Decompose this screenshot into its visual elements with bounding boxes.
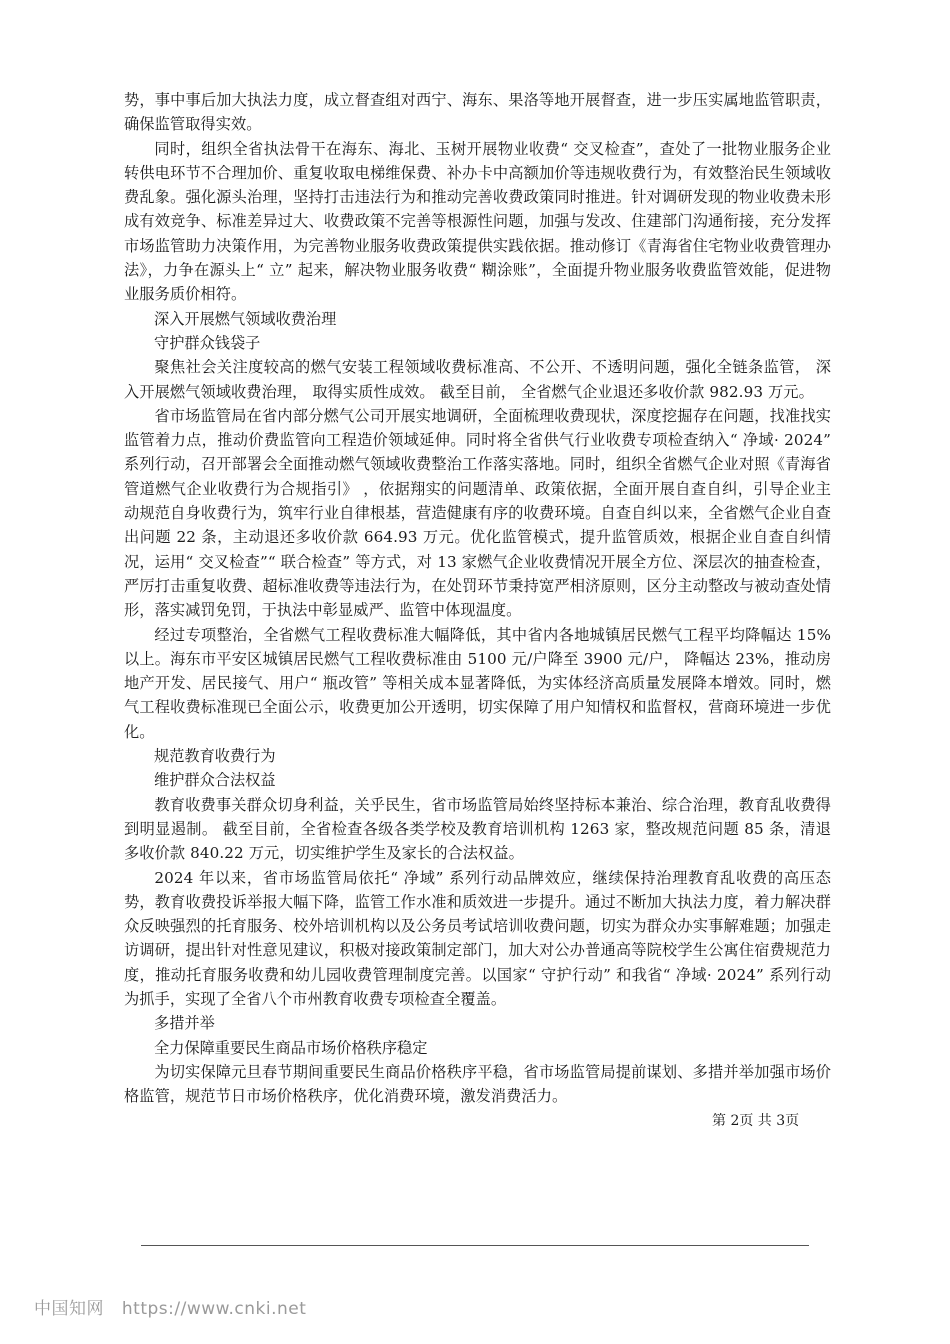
section-subheading: 维护群众合法权益	[154, 771, 276, 790]
section-heading: 多措并举	[154, 1014, 215, 1033]
footer-url[interactable]: https://www.cnki.net	[121, 1299, 307, 1319]
footer-divider	[141, 1245, 809, 1246]
paragraph: 势，事中事后加大执法力度，成立督查组对西宁、海东、果洛等地开展督查，进一步压实属地监管职责，确保监管取得实效。	[124, 91, 831, 134]
paragraph: 教育收费事关群众切身利益，关乎民生，省市场监管局始终坚持标本兼治、综合治理，教育乱收费得到明显遏制。 截至目前，全省检查各级各类学校及教育培训机构 1263 家，整改规范问题 85 条，清退多收价款 840.22 万元，切实维护学生及家长的合法权益。	[124, 795, 831, 863]
section-subheading: 守护群众钱袋子	[154, 333, 261, 352]
section-heading: 深入开展燃气领域收费治理	[154, 309, 337, 328]
paragraph: 为切实保障元旦春节期间重要民生商品价格秩序平稳，省市场监管局提前谋划、多措并举加强市场价格监管，规范节日市场价格秩序，优化消费环境，激发消费活力。	[124, 1062, 831, 1106]
footer-watermark	[34, 1294, 318, 1319]
paragraph: 经过专项整治，全省燃气工程收费标准大幅降低，其中省内各地城镇居民燃气工程平均降幅达 15%以上。海东市平安区城镇居民燃气工程收费标准由 5100 元/户降至 3900 元/户， 降幅达 23%，推动房地产开发、居民接气、用户“ 瓶改管” 等相关成本显著降低，为实体经济高质量发展降本增效。同时，燃气工程收费标准现已全面公示，收费更加公开透明，切实保障了用户知情权和监督权，营商环境进一步优化。	[124, 625, 831, 741]
section-heading: 规范教育收费行为	[154, 747, 276, 766]
paragraph: 2024 年以来，省市场监管局依托“ 净域” 系列行动品牌效应，继续保持治理教育乱收费的高压态势，教育收费投诉举报大幅下降，监管工作水准和质效进一步提升。通过不断加大执法力度，着力解决群众反映强烈的托育服务、校外培训机构以及公务员考试培训收费问题，切实为群众办实事解难题；加强走访调研，提出针对性意见建议，积极对接政策制定部门，加大对公办普通高等院校学生公寓住宿费规范力度，推动托育服务收费和幼儿园收费管理制度完善。以国家“ 守护行动” 和我省“ 净域· 2024” 系列行动为抓手，实现了全省八个市州教育收费专项检查全覆盖。	[124, 868, 831, 1008]
footer-brand: 中国知网	[34, 1299, 104, 1319]
document-body	[124, 88, 831, 1108]
paragraph: 聚焦社会关注度较高的燃气安装工程领域收费标准高、不公开、不透明问题，强化全链条监管， 深入开展燃气领域收费治理， 取得实质性成效。 截至目前， 全省燃气企业退还多收价款 982.93 万元。	[124, 358, 831, 401]
paragraph: 同时，组织全省执法骨干在海东、海北、玉树开展物业收费“ 交叉检查”，查处了一批物业服务企业转供电环节不合理加价、重复收取电梯维保费、补办卡中高额加价等违规收费行为，有效整治民生领域收费乱象。强化源头治理，坚持打击违法行为和推动完善收费政策同时推进。针对调研发现的物业收费未形成有效竞争、标准差异过大、收费政策不完善等根源性问题，加强与发改、住建部门沟通衔接，充分发挥市场监管助力决策作用，为完善物业服务收费政策提供实践依据。推动修订《青海省住宅物业收费管理办法》，力争在源头上“ 立” 起来，解决物业服务收费“ 糊涂账”，全面提升物业服务收费监管效能，促进物业服务质价相符。	[124, 139, 831, 304]
section-subheading: 全力保障重要民生商品市场价格秩序稳定	[154, 1038, 428, 1057]
paragraph: 省市场监管局在省内部分燃气公司开展实地调研，全面梳理收费现状，深度挖掘存在问题，找准找实监管着力点，推动价费监管向工程造价领域延伸。同时将全省供气行业收费专项检查纳入“ 净域· 2024” 系列行动，召开部署会全面推动燃气领域收费整治工作落实落地。同时，组织全省燃气企业对照《青海省管道燃气企业收费行为合规指引》 ，依据翔实的问题清单、政策依据，全面开展自查自纠，引导企业主动规范自身收费行为，筑牢行业自律根基，营造健康有序的收费环境。自查自纠以来，全省燃气企业自查出问题 22 条，主动退还多收价款 664.93 万元。优化监管模式，提升监管质效，根据企业自查自纠情况，运用“ 交叉检查”“ 联合检查” 等方式，对 13 家燃气企业收费情况开展全方位、深层次的抽查检查，严厉打击重复收费、超标准收费等违法行为，在处罚环节秉持宽严相济原则，区分主动整改与被动查处情形，落实减罚免罚，于执法中彰显威严、监管中体现温度。	[124, 406, 831, 620]
page-number: 第 2页 共 3页	[712, 1113, 800, 1129]
